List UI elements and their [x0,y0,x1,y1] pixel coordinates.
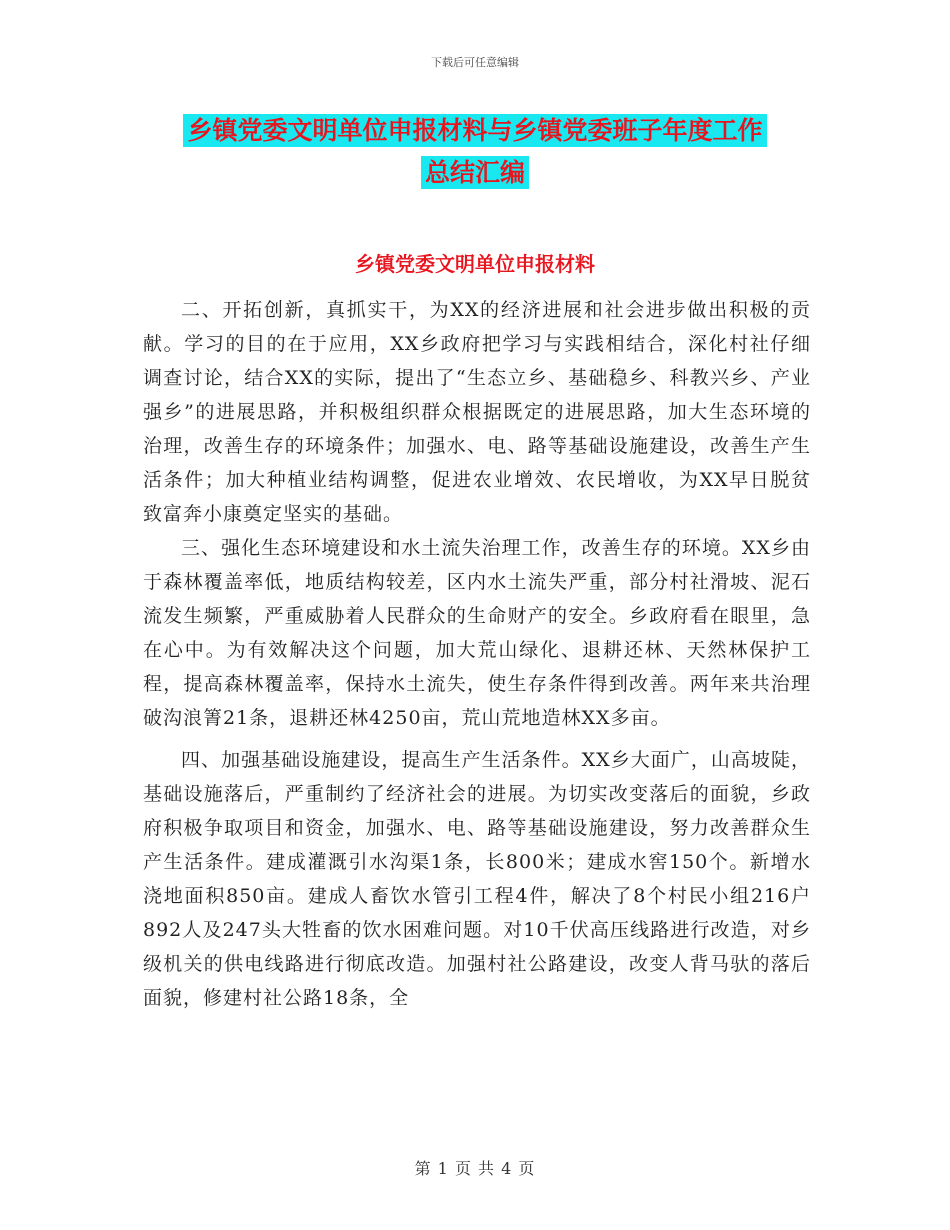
document-title-line-1: 乡镇党委文明单位申报材料与乡镇党委班子年度工作 [183,114,766,147]
page-footer: 第 1 页 共 4 页 [414,1159,536,1178]
document-body [143,293,811,1015]
section-title: 乡镇党委文明单位申报材料 [355,252,595,276]
paragraph-4: 四、加强基础设施建设，提高生产生活条件。XX乡大面广，山高坡陡，基础设施落后，严重制约了经济社会的进展。为切实改变落后的面貌，乡政府积极争取项目和资金，加强水、电、路等基础设施建设，努力改善群众生产生活条件。建成灌溉引水沟渠1条，长800米；建成水窖150个。新增水浇地面积850亩。建成人畜饮水管引工程4件，解决了8个村民小组216户892人及247头大牲畜的饮水困难问题。对10千伏高压线路进行改造，对乡级机关的供电线路进行彻底改造。加强村社公路建设，改变人背马驮的落后面貌，修建村社公路18条，全 [143,749,811,1009]
document-title-line-2: 总结汇编 [421,156,529,189]
header-note: 下载后可任意编辑 [431,56,519,69]
paragraph-2: 二、开拓创新，真抓实干，为XX的经济进展和社会进步做出积极的贡献。学习的目的在于应用，XX乡政府把学习与实践相结合，深化村社仔细调查讨论，结合XX的实际，提出了“生态立乡、基础稳乡、科教兴乡、产业强乡”的进展思路，并积极组织群众根据既定的进展思路，加大生态环境的治理，改善生存的环境条件；加强水、电、路等基础设施建设，改善生产生活条件；加大种植业结构调整，促进农业增效、农民增收，为XX早日脱贫致富奔小康奠定坚实的基础。 [143,299,811,525]
document-title [0,110,950,194]
paragraph-3: 三、强化生态环境建设和水土流失治理工作，改善生存的环境。XX乡由于森林覆盖率低，地质结构较差，区内水土流失严重，部分村社滑坡、泥石流发生频繁，严重威胁着人民群众的生命财产的安全。乡政府看在眼里，急在心中。为有效解决这个问题，加大荒山绿化、退耕还林、天然林保护工程，提高森林覆盖率，保持水土流失，使生存条件得到改善。两年来共治理破沟浪箐21条，退耕还林4250亩，荒山荒地造林XX多亩。 [143,537,811,729]
